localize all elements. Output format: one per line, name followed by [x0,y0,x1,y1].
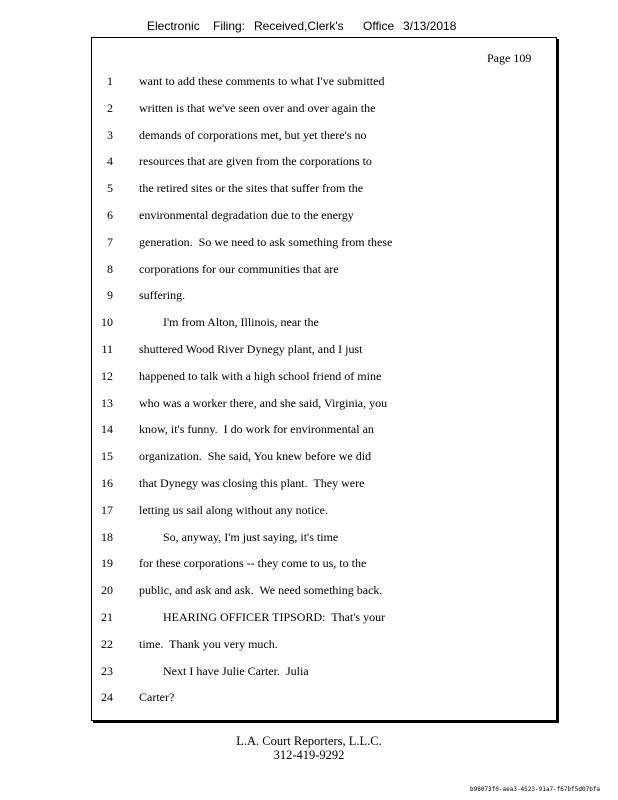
header-filing: Filing: [213,19,246,33]
line-number: 18 [101,529,113,544]
line-number: 5 [107,181,113,196]
transcript-line [0,610,618,626]
transcript-line [0,422,618,438]
line-number: 11 [101,342,113,356]
transcript-line [0,288,618,304]
line-text: the retired sites or the sites that suffer from the [139,181,364,196]
document-hash: b98073f0-aea3-4523-91a7-f67bf5d07bfa [470,786,601,793]
line-text: organization. She said, You knew before we did [139,449,372,464]
transcript-line [0,449,618,465]
transcript-line [0,101,618,117]
transcript-line [0,664,618,680]
header-date: 3/13/2018 [403,19,457,33]
transcript-line [0,128,618,144]
line-text: I'm from Alton, Illinois, near the [139,315,319,330]
header-electronic: Electronic [147,19,200,33]
footer-phone: 312-419-9292 [273,748,345,762]
line-text: who was a worker there, and she said, Virginia, you [139,395,388,410]
line-text: environmental degradation due to the energy [139,208,354,222]
line-number: 22 [101,636,113,651]
header-office: Office [363,19,395,33]
transcript-line [0,530,618,546]
line-number: 24 [101,690,113,705]
transcript-line [0,181,618,197]
footer-company: L.A. Court Reporters, L.L.C. [236,734,382,748]
line-number: 10 [101,315,113,330]
transcript-line [0,476,618,492]
line-text: written is that we've seen over and over again the [139,100,376,115]
transcript-line [0,503,618,519]
transcript-line [0,369,618,385]
line-number: 14 [101,422,113,437]
line-number: 20 [101,583,113,598]
line-number: 13 [101,395,113,410]
line-text: happened to talk with a high school friend of mine [139,368,382,383]
line-number: 7 [107,234,113,249]
transcript-line [0,690,618,706]
line-text: corporations for our communities that are [139,261,339,276]
electronic-filing-header [0,19,618,35]
line-text: Carter? [139,690,175,705]
transcript-line [0,262,618,278]
transcript-line [0,208,618,224]
line-number: 19 [101,556,113,571]
header-received: Received,Clerk's [254,19,344,33]
line-number: 2 [107,100,113,115]
transcript-line [0,342,618,358]
line-number: 6 [107,208,113,222]
line-text: want to add these comments to what I've submitted [139,74,385,88]
line-text: demands of corporations met, but yet there's no [139,127,367,142]
line-text: shuttered Wood River Dynegy plant, and I just [139,342,363,356]
line-text: So, anyway, I'm just saying, it's time [139,529,339,544]
line-number: 4 [107,154,113,169]
line-number: 3 [107,127,113,142]
line-number: 23 [101,663,113,678]
line-text: that Dynegy was closing this plant. They were [139,476,365,490]
line-number: 16 [101,476,113,490]
page-number: Page 109 [487,51,532,65]
line-number: 9 [107,288,113,303]
line-text: for these corporations -- they come to us, to the [139,556,367,571]
line-number: 12 [101,368,113,383]
line-text: HEARING OFFICER TIPSORD: That's your [139,610,386,624]
line-number: 17 [101,502,113,517]
transcript-line [0,583,618,599]
line-text: generation. So we need to ask something from these [139,234,393,249]
line-text: suffering. [139,288,186,303]
transcript-line [0,637,618,653]
line-text: public, and ask and ask. We need something back. [139,583,383,598]
line-number: 8 [107,261,113,276]
line-text: know, it's funny. I do work for environmental an [139,422,374,437]
line-text: time. Thank you very much. [139,636,278,651]
transcript-line [0,74,618,90]
transcript-line [0,154,618,170]
transcript-line [0,315,618,331]
line-number: 21 [101,610,113,624]
line-number: 15 [101,449,113,464]
line-text: Next I have Julie Carter. Julia [139,663,309,678]
line-text: letting us sail along without any notice. [139,502,328,517]
transcript-line [0,235,618,251]
line-number: 1 [107,74,113,88]
transcript-line [0,556,618,572]
transcript-line [0,396,618,412]
line-text: resources that are given from the corporations to [139,154,372,169]
